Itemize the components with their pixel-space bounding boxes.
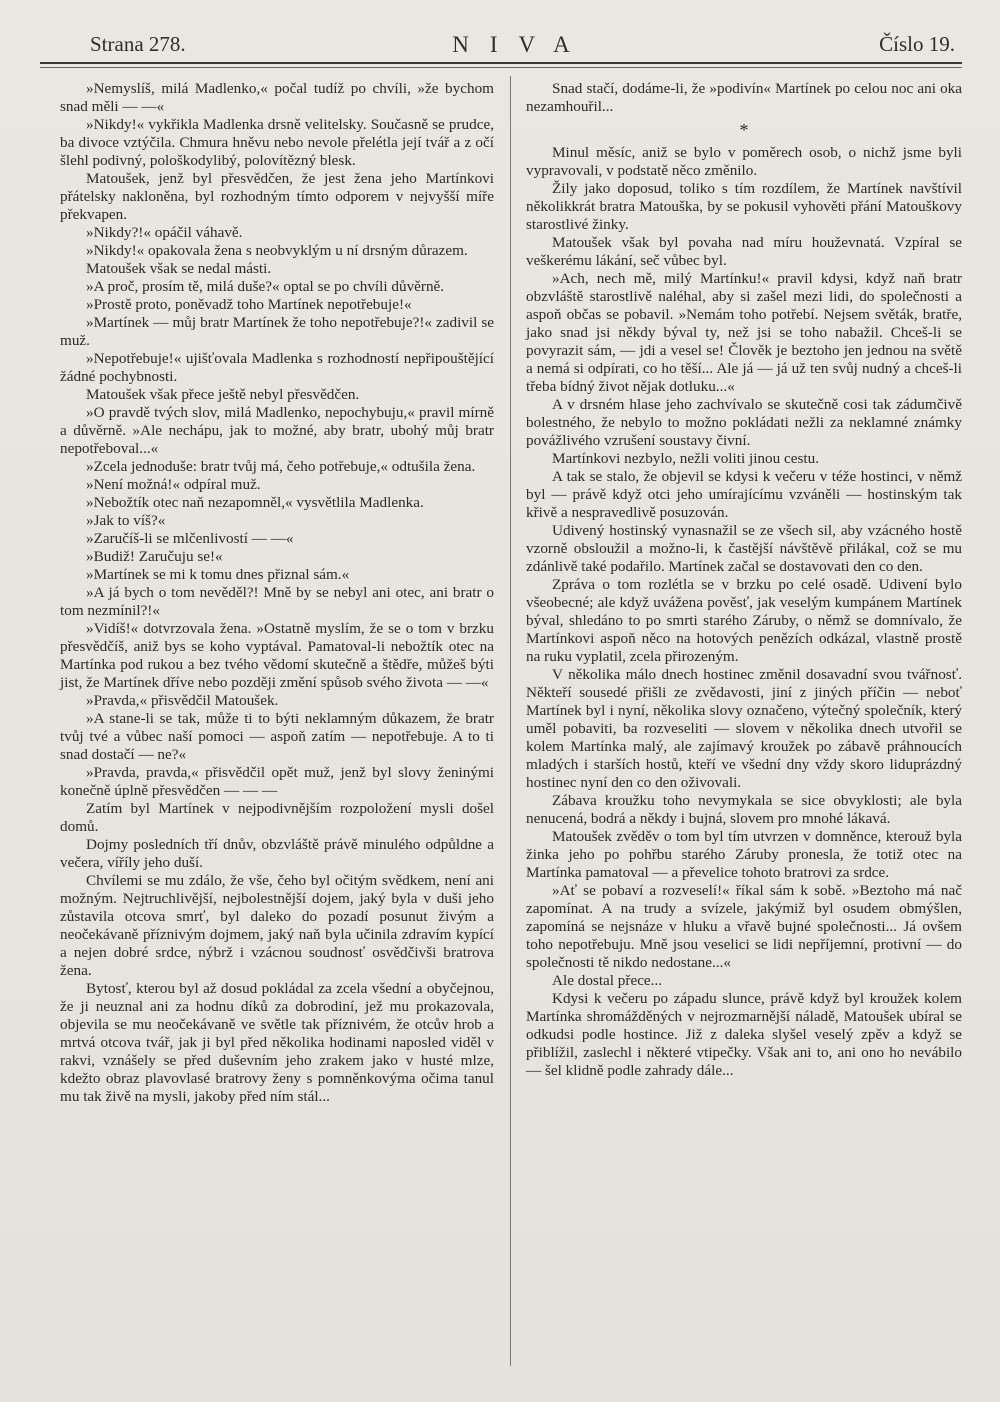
page-header bbox=[88, 28, 955, 62]
paragraph: Matoušek, jenž byl přesvědčen, že jest žena jeho Martínkovi přátelsky nakloněna, byl rozhodným tímto odporem v nejvyšší míře překvapen. bbox=[60, 170, 494, 223]
paragraph: Zábava kroužku toho nevymykala se sice obvyklosti; ale byla nenucená, bodrá a někdy i bujná, slovem pro mnohé lákavá. bbox=[526, 792, 962, 827]
paragraph: Bytosť, kterou byl až dosud pokládal za zcela všední a obyčejnou, že ji neuznal ani za hodnu díků za dobrodiní, jež mu prokazovala, objevila se mu neočekávaně ve světle tak příznivém, že otcův hrob a mrtvá otcova tvář, jak ji byl před několika hodinami naposled viděl v rakvi, vznášely se před duševním jeho zrakem jako v husté mlze, kdežto obraz plavovlasé bratrovy ženy s pomněnkovýma očima tanul mu tak živě na mysli, jakoby před ním stál... bbox=[60, 980, 494, 1105]
paragraph: »A já bych o tom nevěděl?! Mně by se nebyl ani otec, ani bratr o tom nezmínil?!« bbox=[60, 584, 494, 619]
paragraph: Matoušek však byl povaha nad míru houževnatá. Vzpíral se veškerému lákání, seč vůbec byl. bbox=[526, 234, 962, 269]
paragraph: Zatím byl Martínek v nejpodivnějším rozpoložení mysli došel domů. bbox=[60, 800, 494, 835]
paragraph: A tak se stalo, že objevil se kdysi k večeru v téže hostinci, v němž byl — právě když otci jeho umírajícímu vzváněli — hostinským tak křivě a nespravedlivě posuzován. bbox=[526, 468, 962, 521]
page-number: Strana 278. bbox=[90, 32, 186, 56]
paragraph: »Prostě proto, poněvadž toho Martínek nepotřebuje!« bbox=[86, 296, 412, 313]
paragraph: »Nikdy!« opakovala žena s neobvyklým u ní drsným důrazem. bbox=[86, 242, 468, 259]
paragraph: »Pravda, pravda,« přisvědčil opět muž, jenž byl slovy ženinými konečně úplně přesvědčen — — — bbox=[60, 764, 494, 799]
paragraph: »Martínek se mi k tomu dnes přiznal sám.« bbox=[86, 566, 350, 583]
section-separator: * bbox=[739, 120, 749, 140]
paragraph: »Nepotřebuje!« ujišťovala Madlenka s rozhodností nepřipouštějící žádné pochybnosti. bbox=[60, 350, 494, 385]
paragraph: »Martínek — můj bratr Martínek že toho nepotřebuje?!« zadivil se muž. bbox=[60, 314, 494, 349]
paragraph: Martínkovi nezbylo, nežli voliti jinou cestu. bbox=[552, 450, 819, 467]
paragraph: V několika málo dnech hostinec změnil dosavadní svou tvářnosť. Někteří sousedé přišli ze zvědavosti, jiní z jiných příčin — neboť Martínek byl i nyní, několika slovy označeno, výtečný společník, který uměl pobaviti, ba rozveseliti — slovem v několika dnech utvořil se kolem Martínka malý, ale zajímavý kroužek po zábavě práhnoucích mladých i starších hostů, kteří ve všední dny vždy skoro liduprázdný hostinec nyní den co den oživovali. bbox=[526, 666, 962, 791]
paragraph: Zpráva o tom rozlétla se v brzku po celé osadě. Udivení bylo všeobecné; ale když uvážena pověsť, jak veselým kumpánem Martínek býval, shledáno to po smrti starého Záruby, o němž se domnívalo, že Martínkovi aspoň něco na hotových penězích odkázal, vlastně prostě na ruku vyplatil, zcela přirozeným. bbox=[526, 576, 962, 665]
magazine-title: NIVA bbox=[452, 32, 591, 57]
left-column bbox=[60, 80, 494, 1106]
paragraph: Minul měsíc, aniž se bylo v poměrech osob, o nichž jsme byli vypravovali, v podstatě něco změnilo. bbox=[526, 144, 962, 179]
paragraph: »Jak to víš?« bbox=[86, 512, 166, 529]
paragraph: Dojmy posledních tří dnův, obzvláště právě minulého odpůldne a večera, víříly jeho duší. bbox=[60, 836, 494, 871]
paragraph: »Ach, nech mě, milý Martínku!« pravil kdysi, když naň bratr obzvláště starostlivě naléhal, aby si zašel mezi lidi, do společnosti a aspoň občas se pobavil. »Nemám toho potřebí. Nejsem světák, bratře, jako snad jsi někdy býval ty, než jsi se toho nabažil. Chceš-li se povyrazit sám, — jdi a vesel se! Člověk je beztoho jen jednou na světě a nemá si odpírati, co ho těší... Ale já — já už ten svůj nudný a chceš-li třeba bídný život nějak dotluku...« bbox=[526, 270, 962, 395]
paragraph: »Nebožtík otec naň nezapomněl,« vysvětlila Madlenka. bbox=[86, 494, 424, 511]
paragraph: »Zaručíš-li se mlčenlivostí — —« bbox=[86, 530, 294, 547]
header-rule bbox=[40, 62, 962, 64]
paragraph: »A proč, prosím tě, milá duše?« optal se po chvíli důvěrně. bbox=[86, 278, 445, 295]
paragraph: »Vidíš!« dotvrzovala žena. »Ostatně myslím, že se o tom v brzku přesvědčíš, aniž bys se koho vyptával. Pamatoval-li nebožtík otec na Martínka pod rukou a bez tvého vědomí skutečně a štědře, můžeš býti jist, že Martínek dříve nebo později změní spůsob svého života — —« bbox=[60, 620, 494, 691]
paragraph: »Budiž! Zaručuju se!« bbox=[86, 548, 223, 565]
paragraph: Chvílemi se mu zdálo, že vše, čeho byl očitým svědkem, není ani možným. Nejtruchlivější, nejbolestnější dojem, jaký byla v duši jeho zůstavila otcova smrť, byl daleko do pozadí posunut živým a neočekávaně příznivým dojmem, jaký naň byla učinila zdravím kypící a nejen dobré srdce, nýbrž i vzácnou soudnosť osvědčivši bratrova žena. bbox=[60, 872, 494, 979]
paragraph: A v drsném hlase jeho zachvívalo se skutečně cosi tak zádumčivě bolestného, že nebylo to možno pokládati nežli za neklamné známky povážlivého vzrušení soustavy čivní. bbox=[526, 396, 962, 449]
right-column bbox=[526, 80, 962, 1080]
column-divider bbox=[510, 76, 511, 1366]
paragraph: Žily jako doposud, toliko s tím rozdílem, že Martínek navštívil několikkrát bratra Matouška, by se pokusil vyhověti přání Matouškovy starostlivé žinky. bbox=[526, 180, 962, 233]
paragraph: Matoušek však přece ještě nebyl přesvědčen. bbox=[86, 386, 360, 403]
paragraph: Kdysi k večeru po západu slunce, právě když byl kroužek kolem Martínka shromážděných v nejrozmarnější náladě, Matoušek ubíral se odkudsi podle hostince. Již z daleka slyšel veselý zpěv a když se přiblížil, zaslechl i některé vtipečky. Však ani to, ani ono ho nevábilo — šel klidně podle zahrady dále... bbox=[526, 990, 962, 1079]
header-rule-thin bbox=[40, 67, 962, 68]
paragraph: »Pravda,« přisvědčil Matoušek. bbox=[86, 692, 279, 709]
paragraph: »A stane-li se tak, může ti to býti neklamným důkazem, že bratr tvůj tvé a vůbec naší pomoci — aspoň zatím — nepotřebuje. A to ti snad dostačí — ne?« bbox=[60, 710, 494, 763]
paragraph: »Ať se pobaví a rozveselí!« říkal sám k sobě. »Beztoho má nač zapomínat. A na trudy a svízele, jakýmiž byl osudem obmýšlen, zapomíná se nejsnáze v hluku a vřavě bujné společnosti... Já ovšem toho nepotřebuju. Mně jsou veselici se lidi nepříjemní, protivní — do společnosti tě nikdo nedostane...« bbox=[526, 882, 962, 971]
issue-number: Číslo 19. bbox=[879, 32, 955, 56]
paragraph: »Nemyslíš, milá Madlenko,« počal tudíž po chvíli, »že bychom snad měli — —« bbox=[60, 80, 494, 115]
paragraph: Matoušek však se nedal másti. bbox=[86, 260, 272, 277]
paragraph: »O pravdě tvých slov, milá Madlenko, nepochybuju,« pravil mírně a důvěrně. »Ale nechápu, jak to možné, aby bratr, ubohý můj bratr nepotřeboval...« bbox=[60, 404, 494, 457]
paragraph: Matoušek zvěděv o tom byl tím utvrzen v domněnce, kterouž byla žinka jeho po pohřbu starého Záruby pronesla, že totiž otec na Martínka pamatoval — a převelice tohoto bratrovi za srdce. bbox=[526, 828, 962, 881]
paragraph: »Nikdy?!« opáčil váhavě. bbox=[86, 224, 243, 241]
paragraph: »Zcela jednoduše: bratr tvůj má, čeho potřebuje,« odtušila žena. bbox=[86, 458, 476, 475]
paragraph: Snad stačí, dodáme-li, že »podivín« Martínek po celou noc ani oka nezamhouřil... bbox=[526, 80, 962, 115]
paragraph: Ale dostal přece... bbox=[552, 972, 663, 989]
paragraph: Udivený hostinský vynasnažil se ze všech sil, aby vzácného hostě vzorně obsloužil a možno-li, k častější návštěvě přilákal, což se mu zdánlivě také podařilo. Martínek začal se dostavovati den co den. bbox=[526, 522, 962, 575]
paragraph: »Nikdy!« vykřikla Madlenka drsně velitelsky. Současně se prudce, ba divoce vztýčila. Chmura hněvu nebo nevole přelétla její tvář a z očí šlehl podivný, pološkodylibý, polovítězný blesk. bbox=[60, 116, 494, 169]
paragraph: »Není možná!« odpíral muž. bbox=[86, 476, 261, 493]
